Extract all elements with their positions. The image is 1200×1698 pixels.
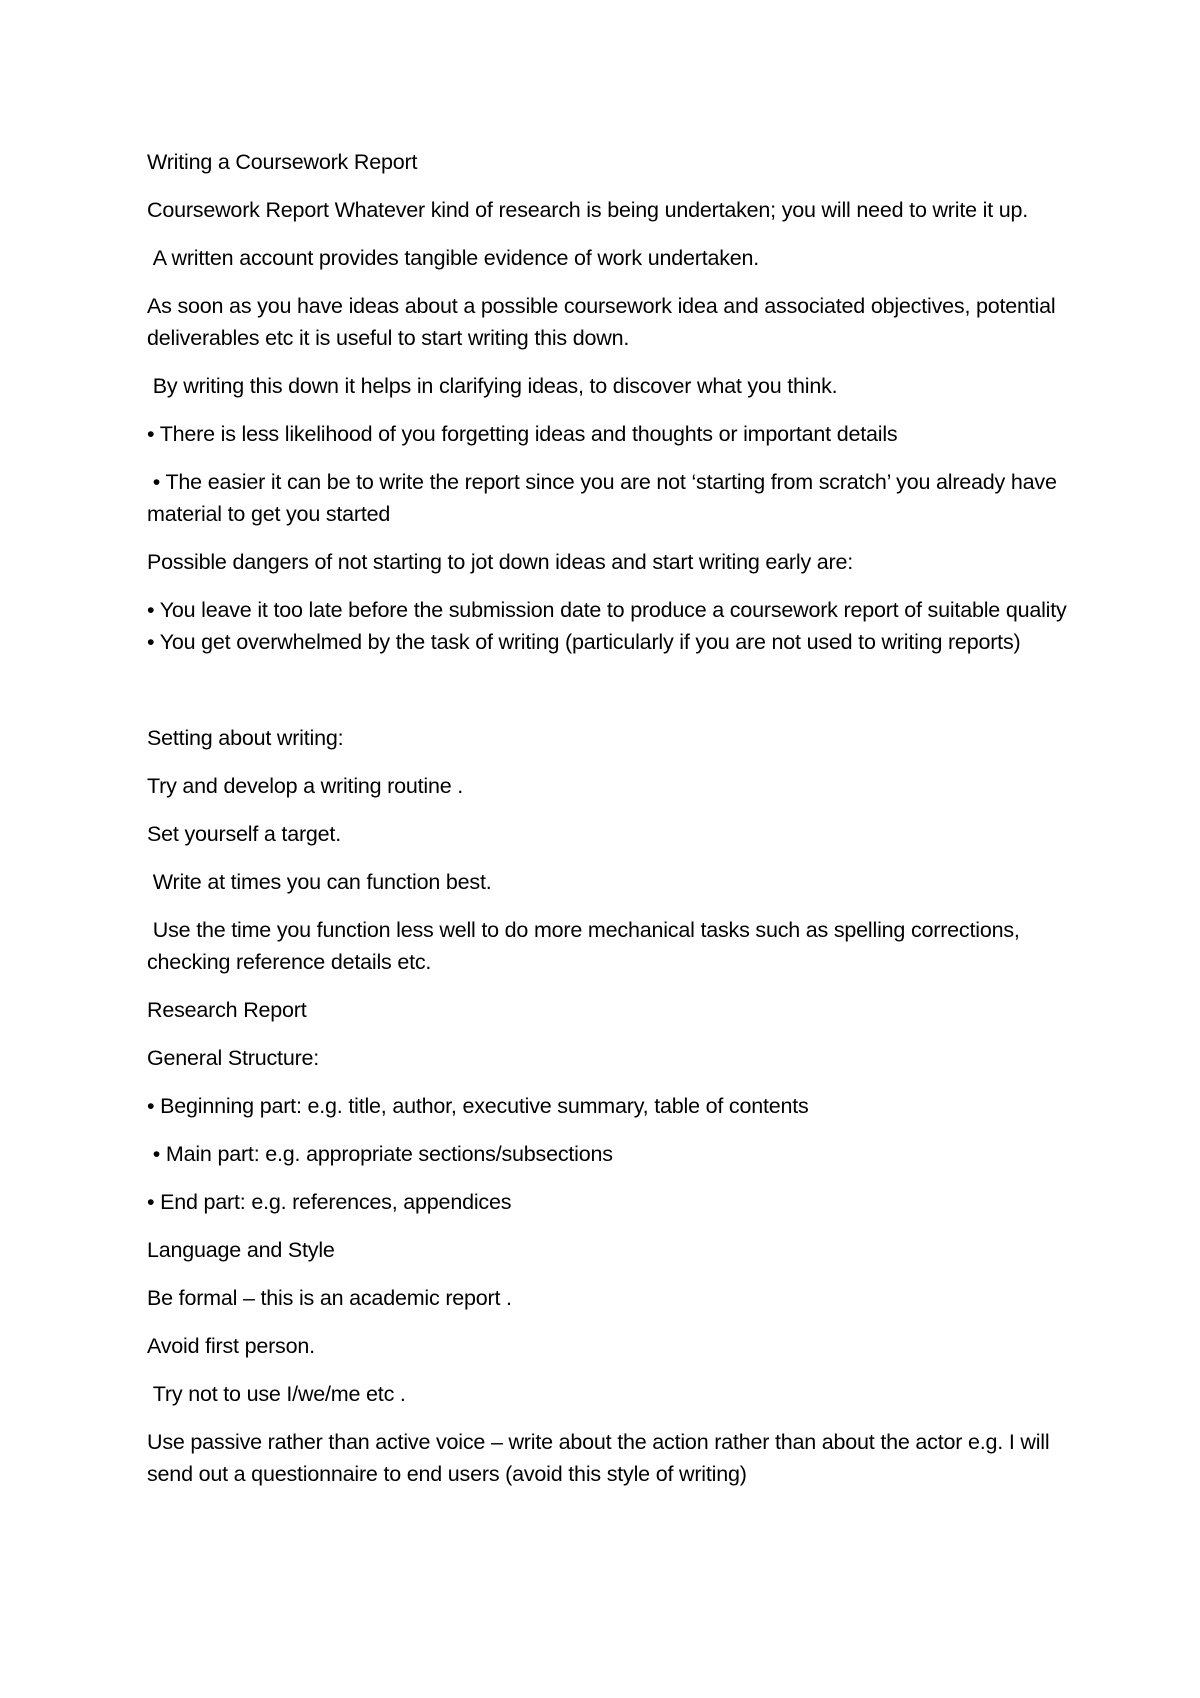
paragraph-written-account: A written account provides tangible evidence of work undertaken.: [147, 246, 760, 270]
paragraph-possible-dangers: Possible dangers of not starting to jot down ideas and start writing early are:: [147, 550, 854, 574]
heading-research-report: Research Report: [147, 998, 307, 1022]
bullet-main-part: • Main part: e.g. appropriate sections/subsections: [147, 1142, 613, 1166]
document-title: Writing a Coursework Report: [147, 150, 418, 174]
heading-setting-about-writing: Setting about writing:: [147, 726, 344, 750]
document-body: [147, 146, 1072, 1506]
paragraph-writing-routine: Try and develop a writing routine .: [147, 774, 464, 798]
bullet-too-late-overwhelmed: • You leave it too late before the submission date to produce a coursework report of suitable quality • You get overwhelmed by the task of writing (particularly if you are not used to writing reports): [147, 598, 1073, 654]
heading-language-style: Language and Style: [147, 1238, 335, 1262]
paragraph-clarifying-ideas: By writing this down it helps in clarifying ideas, to discover what you think.: [147, 374, 838, 398]
paragraph-start-writing: As soon as you have ideas about a possible coursework idea and associated objectives, potential deliverables etc it is useful to start writing this down.: [147, 294, 1062, 350]
paragraph-try-not-i-we-me: Try not to use I/we/me etc .: [147, 1382, 406, 1406]
blank-line: [147, 674, 1072, 722]
bullet-beginning-part: • Beginning part: e.g. title, author, executive summary, table of contents: [147, 1094, 809, 1118]
paragraph-mechanical-tasks: Use the time you function less well to do more mechanical tasks such as spelling corrections, checking reference details etc.: [147, 918, 1026, 974]
paragraph-passive-voice: Use passive rather than active voice – write about the action rather than about the actor e.g. I will send out a questionnaire to end users (avoid this style of writing): [147, 1430, 1056, 1486]
paragraph-avoid-first-person: Avoid first person.: [147, 1334, 315, 1358]
bullet-less-likelihood: • There is less likelihood of you forgetting ideas and thoughts or important details: [147, 422, 898, 446]
paragraph-be-formal: Be formal – this is an academic report .: [147, 1286, 512, 1310]
paragraph-function-best: Write at times you can function best.: [147, 870, 492, 894]
paragraph-set-target: Set yourself a target.: [147, 822, 341, 846]
heading-general-structure: General Structure:: [147, 1046, 320, 1070]
bullet-easier-report: • The easier it can be to write the report since you are not ‘starting from scratch’ you already have material to get you started: [147, 470, 1063, 526]
paragraph-intro: Coursework Report Whatever kind of research is being undertaken; you will need to write it up.: [147, 198, 1029, 222]
bullet-end-part: • End part: e.g. references, appendices: [147, 1190, 512, 1214]
